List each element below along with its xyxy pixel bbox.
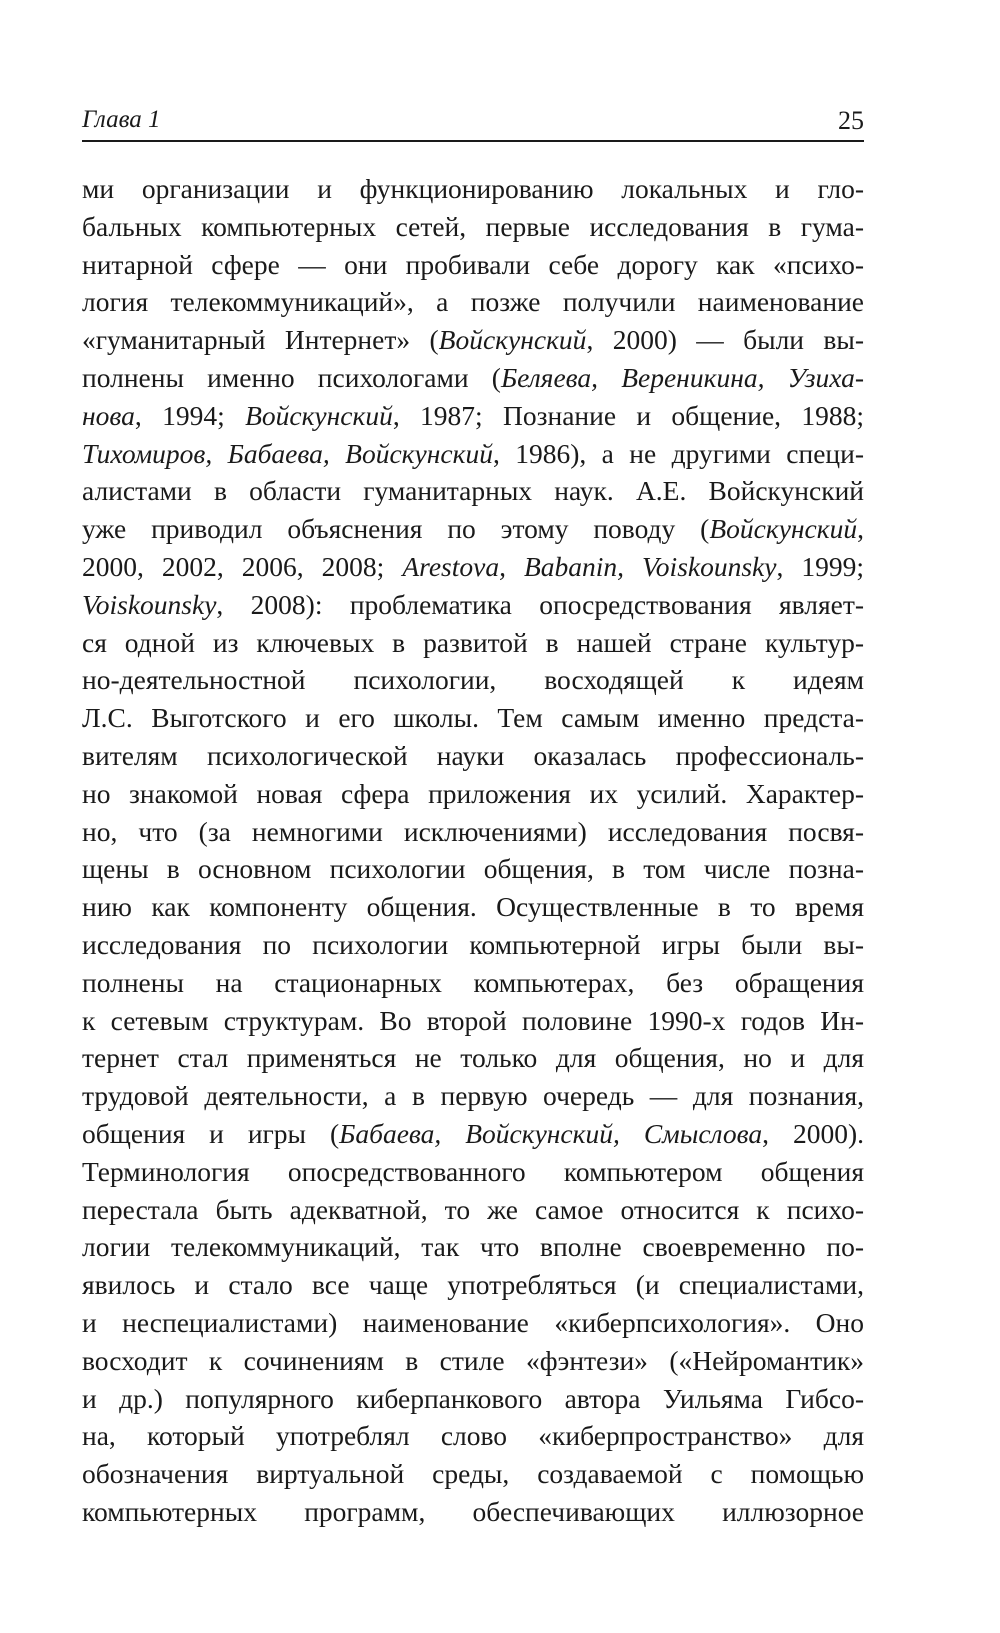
text-line [82,813,864,851]
text-segment: нию как компоненту общения. Осуществленные в то время [82,891,864,923]
text-line [82,586,864,624]
text-segment: уже приводил объяснения по этому поводу ( [82,513,710,545]
text-segment: Терминология опосредствованного компьютером общения [82,1155,864,1187]
text-segment: щены в основном психологии общения, в том числе позна- [82,853,864,885]
italic-citation: Тихомиров, Бабаева, Войскунский [82,437,493,469]
text-line [82,548,864,586]
body-text [82,170,864,1531]
text-line [82,1191,864,1229]
text-line [82,926,864,964]
text-line [82,1115,864,1153]
text-line [82,435,864,473]
text-line [82,737,864,775]
text-line [82,1077,864,1115]
text-segment: восходит к сочинениям в стиле «фэнтези» («Нейромантик» [82,1344,864,1376]
italic-citation: Arestova, Babanin, Voiskounsky [402,550,777,582]
text-line [82,1493,864,1531]
text-segment: логии телекоммуникаций, так что вполне своевременно по- [82,1231,864,1263]
text-segment: нитарной сфере — они пробивали себе дорогу как «психо- [82,248,864,280]
text-line [82,1304,864,1342]
italic-citation: Войскунский [438,324,587,356]
text-segment: явилось и стало все чаще употребляться (и специалистами, [82,1269,864,1301]
text-segment: алистами в области гуманитарных наук. А.Е. Войскунский [82,475,864,507]
text-segment: , [857,513,864,545]
text-line [82,775,864,813]
text-segment: , 1999; [776,550,865,582]
text-segment: , 2008): проблематика опосредствования являет- [216,588,864,620]
text-segment: тернет стал применяться не только для общения, но и для [82,1042,864,1074]
text-line [82,624,864,662]
text-segment: 2000, 2002, 2006, 2008; [82,550,403,582]
text-segment: на, который употреблял слово «киберпространство» для [82,1420,864,1452]
italic-citation: Войскунский [709,513,858,545]
text-line [82,888,864,926]
text-segment: , 2000) — были вы- [586,324,864,356]
italic-citation: Беляева, Вереникина, Узиха- [500,361,864,393]
text-segment: обозначения виртуальной среды, создаваемой с помощью [82,1458,864,1490]
text-segment: , 1987; Познание и общение, 1988; [392,399,865,431]
text-line [82,1228,864,1266]
text-line [82,510,864,548]
text-segment: «гуманитарный Интернет» ( [82,324,439,356]
text-line [82,283,864,321]
text-segment: , 2000). [762,1117,864,1149]
text-line [82,699,864,737]
text-segment: ся одной из ключевых в развитой в нашей стране культур- [82,626,864,658]
text-line [82,964,864,1002]
text-segment: но знакомой новая сфера приложения их усилий. Характер- [82,777,864,809]
text-segment: Л.С. Выготского и его школы. Тем самым именно предста- [82,702,864,734]
text-line [82,1417,864,1455]
text-segment: исследования по психологии компьютерной игры были вы- [82,928,864,960]
text-segment: бальных компьютерных сетей, первые исследования в гума- [82,210,864,242]
text-segment: ми организации и функционированию локальных и гло- [82,173,864,204]
text-line [82,397,864,435]
italic-citation: Бабаева, Войскунский, Смыслова [339,1117,763,1149]
italic-citation: нова [82,399,135,431]
text-segment: полнены на стационарных компьютерах, без обращения [82,966,864,998]
text-segment: и др.) популярного киберпанкового автора Уильяма Гибсо- [82,1382,864,1414]
chapter-label: Глава 1 [82,106,161,133]
text-line [82,208,864,246]
text-segment: но-деятельностной психологии, восходящей к идеям [82,664,864,696]
text-line [82,321,864,359]
text-line [82,1380,864,1418]
page-number: 25 [838,106,864,135]
text-line [82,1002,864,1040]
running-header [82,100,864,142]
text-segment: компьютерных программ, обеспечивающих иллюзорное [82,1495,864,1527]
text-line [82,1342,864,1380]
text-segment: вителям психологической науки оказалась профессиональ- [82,739,864,771]
text-segment: общения и игры ( [82,1117,340,1149]
text-line [82,472,864,510]
text-line [82,1039,864,1077]
italic-citation: Войскунский [245,399,393,431]
text-segment: логия телекоммуникаций», а позже получили наименование [82,286,864,318]
text-line [82,170,864,208]
text-line [82,850,864,888]
text-segment: , 1986), а не другими специ- [492,437,864,469]
text-segment: полнены именно психологами ( [82,361,501,393]
text-line [82,246,864,284]
text-segment: к сетевым структурам. Во второй половине 1990-х годов Ин- [82,1004,864,1036]
text-line [82,359,864,397]
text-segment: перестала быть адекватной, то же самое относится к психо- [82,1193,864,1225]
text-line [82,1153,864,1191]
text-segment: и неспециалистами) наименование «киберпсихология». Оно [82,1306,864,1338]
text-segment: но, что (за немногими исключениями) исследования посвя- [82,815,864,847]
text-line [82,661,864,699]
text-line [82,1455,864,1493]
text-line [82,1266,864,1304]
italic-citation: Voiskounsky [82,588,217,620]
text-segment: , 1994; [134,399,246,431]
text-segment: трудовой деятельности, а в первую очередь — для познания, [82,1080,864,1112]
